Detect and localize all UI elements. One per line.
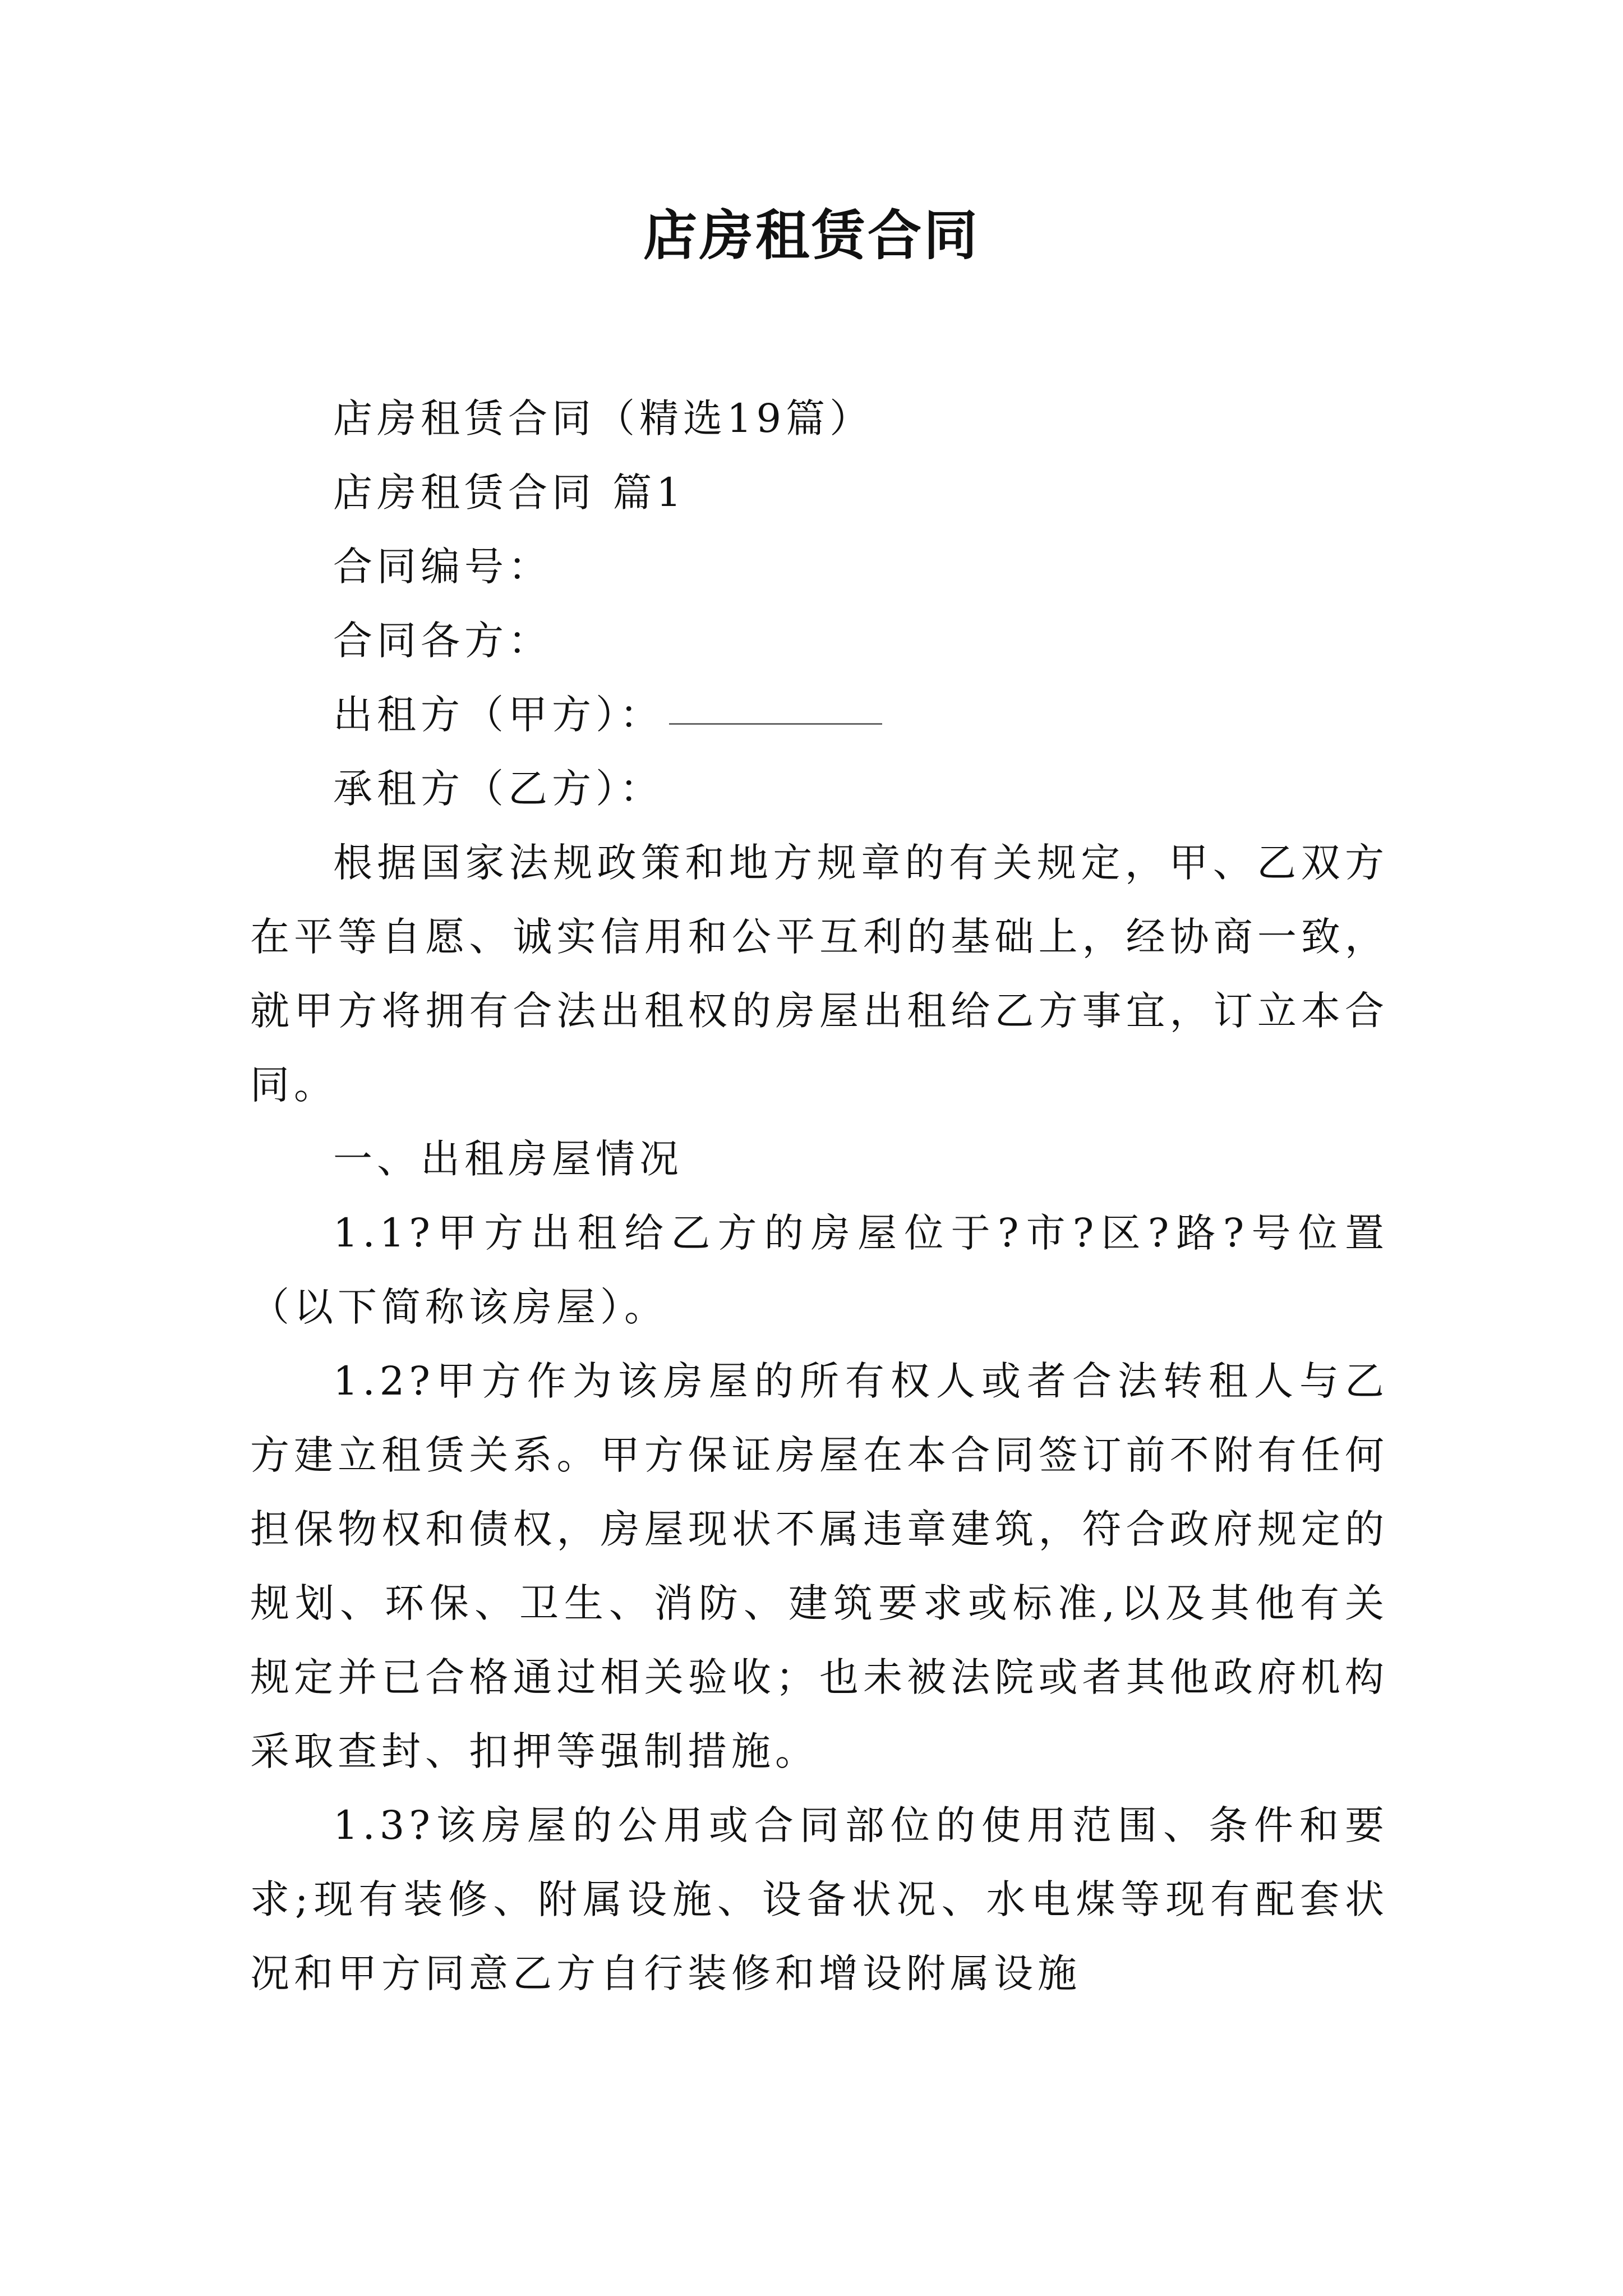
clause-1-3: 1.3?该房屋的公用或合同部位的使用范围、条件和要求;现有装修、附属设施、设备状况、水电煤等现有配套状况和甲方同意乙方自行装修和增设附属设施 — [250, 1802, 1389, 1996]
document-title: 店房租赁合同 — [643, 204, 980, 267]
clause-1-1: 1.1?甲方出租给乙方的房屋位于?市?区?路?号位置（以下简称该房屋）。 — [250, 1210, 1389, 1330]
lessee-label: 承租方（乙方）： — [333, 766, 663, 812]
article-1-heading: 一、出租房屋情况 — [333, 1136, 683, 1182]
lessor-label: 出租方（甲方）： — [333, 692, 663, 738]
contract-number-label: 合同编号： — [333, 544, 552, 590]
clause-1-2: 1.2?甲方作为该房屋的所有权人或者合法转租人与乙方建立租赁关系。甲方保证房屋在本合同签订前不附有任何担保物权和债权，房屋现状不属违章建筑，符合政府规定的规划、环保、卫生、消防、建筑要求或标准,以及其他有关规定并已合格通过相关验收；也未被法院或者其他政府机构采取查封、扣押等强制措施。 — [250, 1358, 1389, 1774]
preamble-paragraph: 根据国家法规政策和地方规章的有关规定，甲、乙双方在平等自愿、诚实信用和公平互利的基础上，经协商一致，就甲方将拥有合法出租权的房屋出租给乙方事宜，订立本合同。 — [250, 840, 1389, 1108]
section-heading: 店房租赁合同 篇1 — [333, 470, 686, 516]
lessor-line — [250, 678, 1389, 752]
document-body — [250, 381, 1389, 2010]
lessor-blank-line — [669, 684, 882, 725]
parties-label: 合同各方： — [333, 618, 552, 664]
document-subtitle: 店房租赁合同（精选19篇） — [333, 395, 874, 441]
